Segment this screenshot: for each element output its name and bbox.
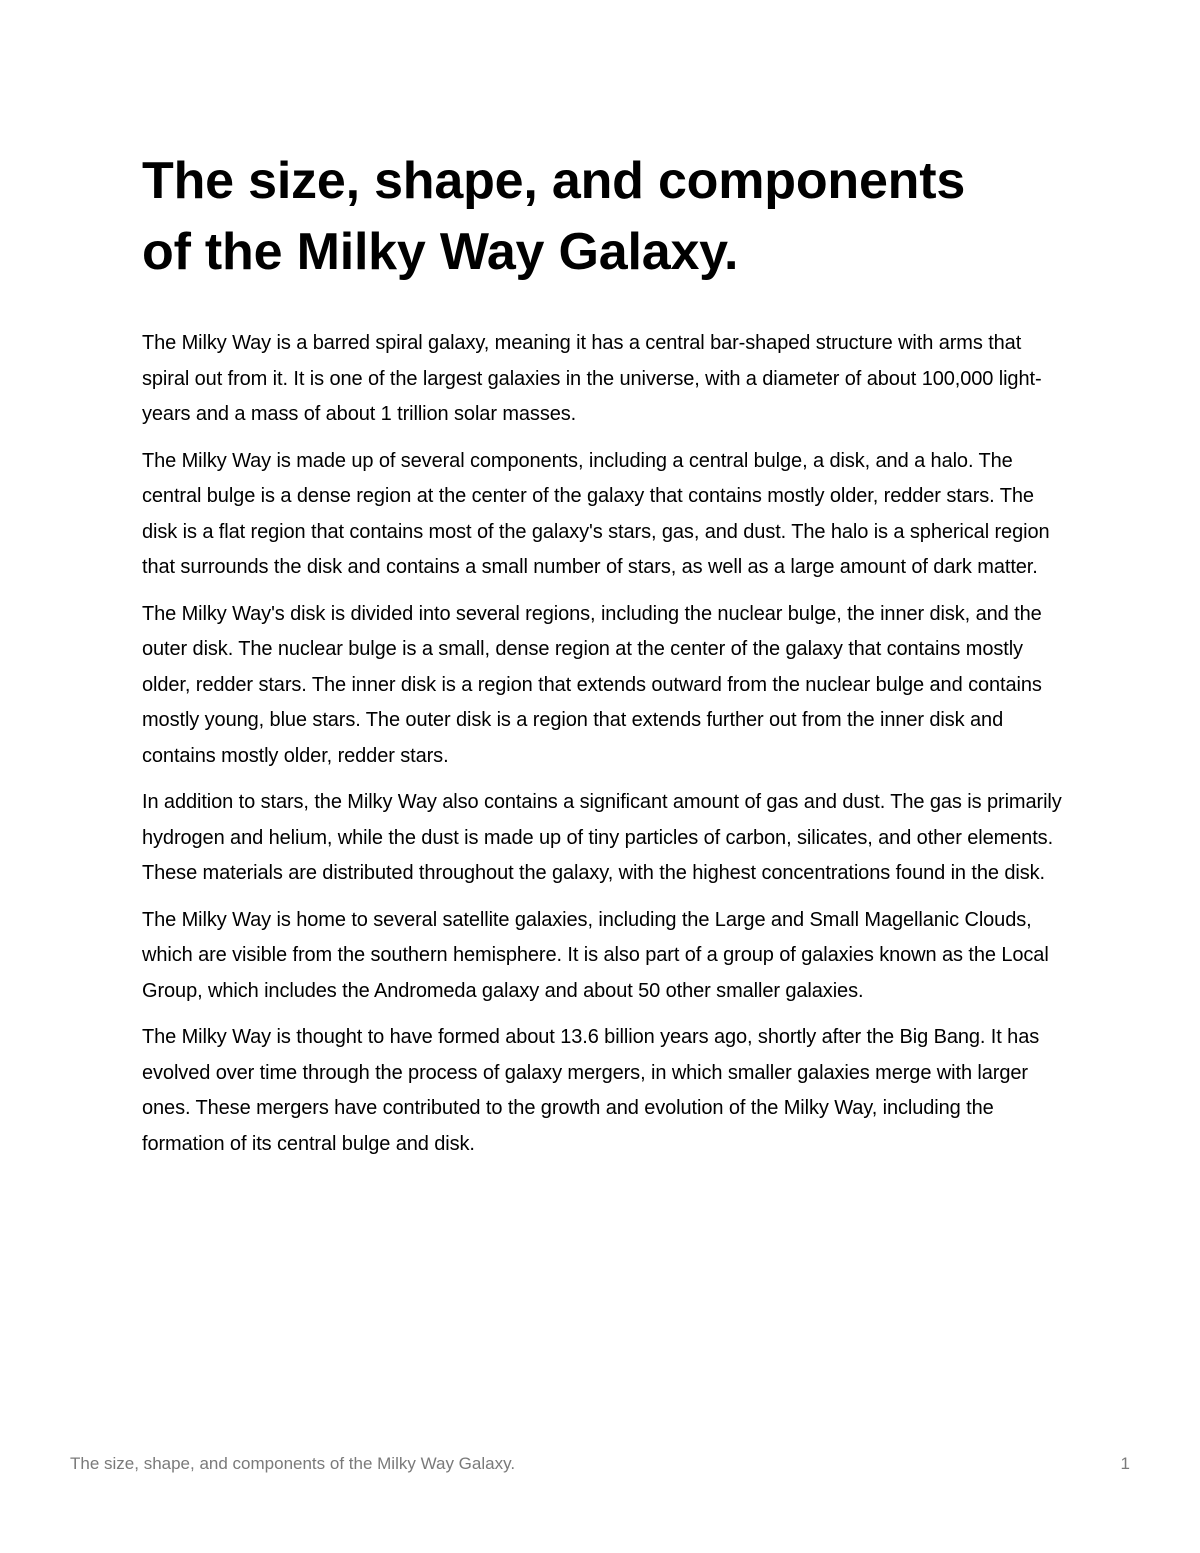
document-body	[142, 326, 1062, 1162]
document-content	[142, 146, 1062, 1173]
footer-title: The size, shape, and components of the Milky Way Galaxy.	[70, 1454, 516, 1473]
paragraph-2: The Milky Way is made up of several components, including a central bulge, a disk, and a halo. The central bulge is a dense region at the center of the galaxy that contains mostly older, redder stars. The disk is a flat region that contains most of the galaxy's stars, gas, and dust. The halo is a spherical region that surrounds the disk and contains a small number of stars, as well as a large amount of dark matter.	[142, 449, 1050, 578]
page-footer	[70, 1454, 1130, 1484]
paragraph-6: The Milky Way is thought to have formed about 13.6 billion years ago, shortly after the Big Bang. It has evolved over time through the process of galaxy mergers, in which smaller galaxies merge with larger ones. These mergers have contributed to the growth and evolution of the Milky Way, including the formation of its central bulge and disk.	[142, 1026, 1040, 1155]
paragraph-4: In addition to stars, the Milky Way also contains a significant amount of gas and dust. The gas is primarily hydrogen and helium, while the dust is made up of tiny particles of carbon, silicates, and other elements. These materials are distributed throughout the galaxy, with the highest concentrations found in the disk.	[142, 791, 1062, 884]
paragraph-1: The Milky Way is a barred spiral galaxy, meaning it has a central bar-shaped structure with arms that spiral out from it. It is one of the largest galaxies in the universe, with a diameter of about 100,000 light-years and a mass of about 1 trillion solar masses.	[142, 332, 1042, 425]
document-title: The size, shape, and components of the Milky Way Galaxy.	[142, 152, 966, 281]
paragraph-5: The Milky Way is home to several satellite galaxies, including the Large and Small Magellanic Clouds, which are visible from the southern hemisphere. It is also part of a group of galaxies known as the Local Group, which includes the Andromeda galaxy and about 50 other smaller galaxies.	[142, 908, 1049, 1002]
paragraph-3: The Milky Way's disk is divided into several regions, including the nuclear bulge, the inner disk, and the outer disk. The nuclear bulge is a small, dense region at the center of the galaxy that contains mostly older, redder stars. The inner disk is a region that extends outward from the nuclear bulge and contains mostly young, blue stars. The outer disk is a region that extends further out from the inner disk and contains mostly older, redder stars.	[142, 602, 1042, 767]
page-number: 1	[1120, 1454, 1130, 1473]
